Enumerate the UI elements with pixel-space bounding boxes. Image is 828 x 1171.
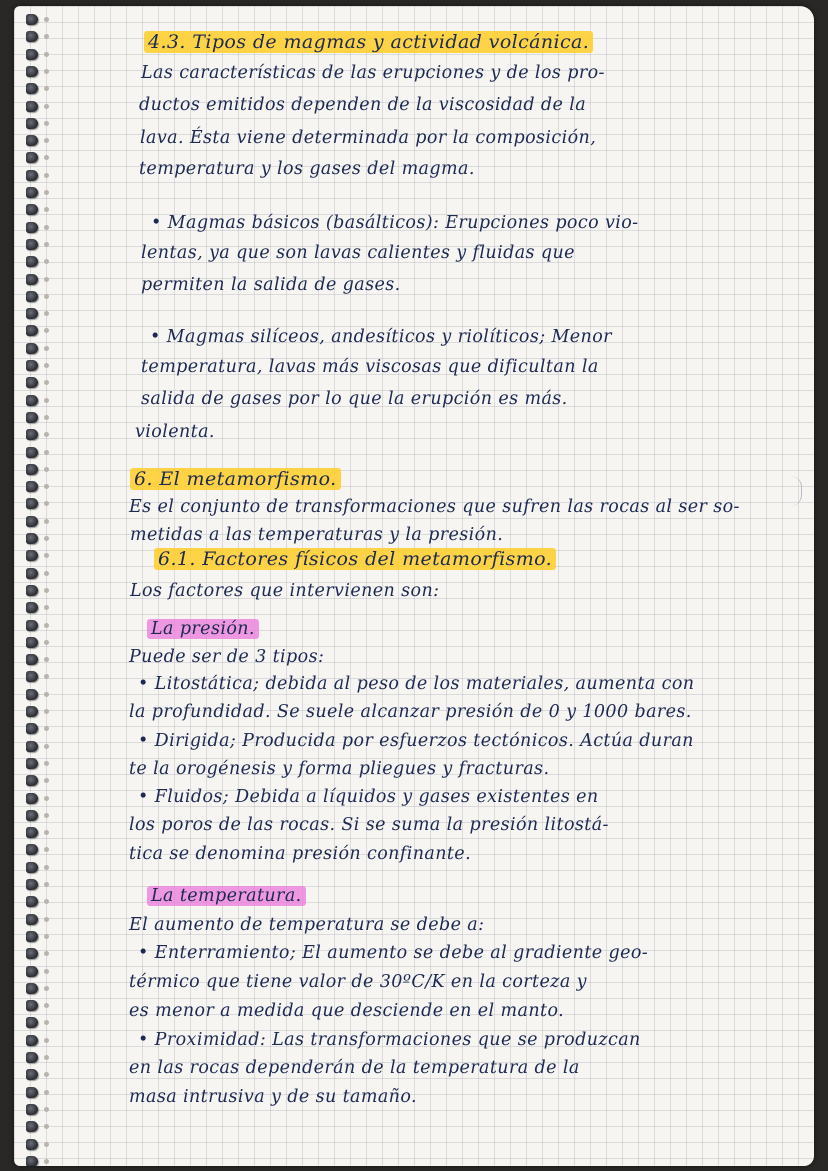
text-line: térmico que tiene valor de 30ºC/K en la corteza y [129, 972, 587, 992]
heading-physical-factors: 6.1. Factores físicos del metamorfismo. [154, 546, 556, 572]
text-line: lentas, ya que son lavas calientes y fluidas que [141, 243, 575, 263]
text-line: tica se denomina presión confinante. [129, 844, 472, 864]
text-line: los poros de las rocas. Si se suma la presión litostá- [129, 815, 609, 835]
heading-magma-types: 4.3. Tipos de magmas y actividad volcánica. [144, 29, 593, 55]
text-line: salida de gases por lo que la erupción es más. [141, 389, 568, 409]
handwritten-notes [14, 6, 814, 1166]
bullet-line: • Dirigida; Producida por esfuerzos tectónicos. Actúa duran [138, 731, 694, 751]
text-line: Es el conjunto de transformaciones que sufren las rocas al ser so- [129, 497, 740, 517]
bullet-line: • Proximidad: Las transformaciones que se produzcan [138, 1030, 641, 1050]
text-line: violenta. [135, 422, 215, 442]
bullet-line: • Fluidos; Debida a líquidos y gases existentes en [138, 787, 599, 807]
text-line: Las características de las erupciones y de los pro- [141, 63, 605, 83]
heading-pressure: La presión. [147, 616, 259, 642]
heading-metamorphism: 6. El metamorfismo. [130, 466, 341, 492]
text-line: la profundidad. Se suele alcanzar presión de 0 y 1000 bares. [129, 702, 692, 722]
text-line: metidas a las temperaturas y la presión. [130, 525, 504, 545]
text-line: El aumento de temperatura se debe a: [129, 915, 485, 935]
text-line: Los factores que intervienen son: [130, 581, 440, 601]
text-line: Puede ser de 3 tipos: [129, 647, 325, 667]
text-line: temperatura, lavas más viscosas que dificultan la [141, 357, 599, 377]
text-line: ductos emitidos dependen de la viscosidad de la [139, 95, 587, 115]
heading-temperature: La temperatura. [147, 883, 306, 909]
bullet-line: • Magmas silíceos, andesíticos y riolíticos; Menor [150, 327, 612, 347]
text-line: es menor a medida que desciende en el manto. [129, 1001, 565, 1021]
text-line: en las rocas dependerán de la temperatura de la [129, 1058, 580, 1078]
bullet-line: • Enterramiento; El aumento se debe al gradiente geo- [138, 943, 649, 963]
text-line: permiten la salida de gases. [141, 275, 401, 295]
bullet-line: • Magmas básicos (basálticos): Erupciones poco vio- [151, 213, 639, 233]
text-line: temperatura y los gases del magma. [139, 159, 475, 179]
text-line: masa intrusiva y de su tamaño. [129, 1087, 417, 1107]
text-line: lava. Ésta viene determinada por la composición, [140, 128, 597, 148]
notebook-page [14, 6, 814, 1166]
text-line: te la orogénesis y forma pliegues y fracturas. [129, 759, 550, 779]
bullet-line: • Litostática; debida al peso de los materiales, aumenta con [138, 674, 695, 694]
